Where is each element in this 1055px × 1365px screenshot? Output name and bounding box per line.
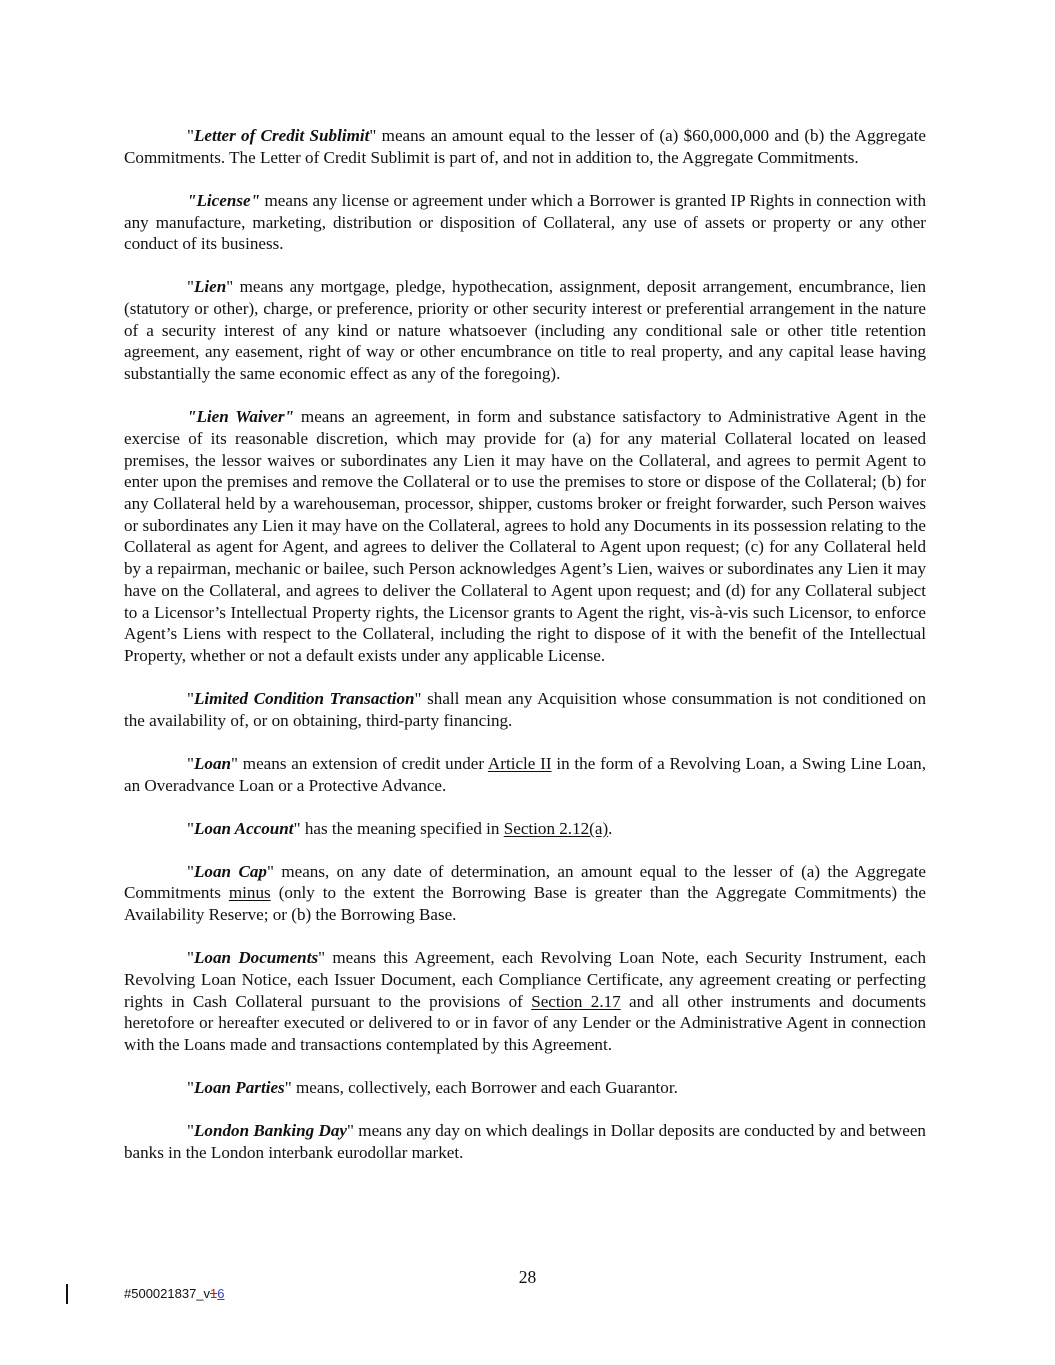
defined-term: Loan Parties: [193, 1078, 285, 1098]
defined-term: London Banking Day: [193, 1121, 347, 1141]
deleted-revision-text: 1: [210, 1286, 218, 1301]
definition-lien-waiver: [124, 406, 926, 666]
defined-term: Loan: [193, 753, 232, 773]
defined-term: Loan Account: [193, 818, 294, 838]
defined-term: "License": [187, 190, 261, 210]
definition-text: means an amount equal to the lesser of (a) $60,000,000 and (b) the Aggregate Commitments. The Letter of Credit Sublimit is part of, and not in addition to, the Aggregate Commitments.: [124, 126, 926, 167]
revision-change-bar: [66, 1284, 68, 1304]
defined-term: Loan Documents: [193, 948, 319, 968]
definition-loan: "Loan" means an extension of credit under Article II in the form of a Revolving Loan, a Swing Line Loan, an Overadvance Loan or a Protective Advance.: [124, 753, 926, 795]
definition-text: means any mortgage, pledge, hypothecation, assignment, deposit arrangement, encumbrance, lien (statutory or other), charge, or preference, priority or other security interest or preferential arrangement in the nature of a security interest of any kind or nature whatsoever (including any conditional sale or other title retention agreement, any easement, right of way or other encumbrance on title to real property, and any capital lease having substantially the same economic effect as any of the foregoing).: [124, 277, 926, 384]
inserted-revision-text: 6: [217, 1286, 225, 1301]
defined-term: Lien: [193, 277, 227, 297]
definition-license: [124, 190, 926, 255]
definition-loan-parties: "Loan Parties" means, collectively, each Borrower and each Guarantor.: [187, 1078, 678, 1098]
page-number: 28: [518, 1267, 537, 1287]
cross-reference-link[interactable]: Article II: [487, 753, 552, 773]
definition-text: means any license or agreement under which a Borrower is granted IP Rights in connection with any manufacture, marketing, distribution or disposition of Collateral, any use of assets or property or any other conduct of its business.: [124, 190, 926, 254]
definition-text: shall mean any Acquisition whose consummation is not conditioned on the availability of, or on obtaining, third-party financing.: [124, 689, 926, 730]
defined-term: Loan Cap: [193, 861, 267, 881]
underlined-word: minus: [228, 883, 271, 903]
definition-text: means an agreement, in form and substance satisfactory to Administrative Agent in the exercise of its reasonable discretion, which may provide for (a) for any material Collateral located on leased premises, the lessor waives or subordinates any Lien it may have on the Collateral, and agrees to permit Agent to enter upon the premises and remove the Collateral or to use the premises to store or dispose of the Collateral; (b) for any Collateral held by a warehouseman, processor, shipper, customs broker or freight forwarder, such Person waives or subordinates any Lien it may have on the Collateral, agrees to hold any Documents in its possession relating to the Collateral as agent for Agent, and agrees to deliver the Collateral to Agent upon request; (c) for any Collateral held by a repairman, mechanic or bailee, such Person acknowledges Agent’s Lien, waives or subordinates any Lien it may have on the Collateral, and agrees to deliver the Collateral to Agent upon request; and (d) for any Collateral subject to a Licensor’s Intellectual Property rights, the Licensor grants to Agent the right, vis-à-vis such Licensor, to enforce Agent’s Liens with respect to the Collateral, including the right to dispose of it with the benefit of the Intellectual Property, whether or not a default exists under any applicable License.: [124, 407, 926, 665]
defined-term: "Lien Waiver": [187, 407, 294, 427]
definition-text: means any day on which dealings in Dollar deposits are conducted by and between banks in the London interbank eurodollar market.: [124, 1121, 926, 1162]
document-id: #500021837_v16: [124, 1286, 225, 1301]
definition-letter-of-credit-sublimit: "Letter of Credit Sublimit" means an amount equal to the lesser of (a) $60,000,000 and (b) the Aggregate Commitments. The Letter of Credit Sublimit is part of, and not in addition to, the Aggregate Commitments.: [124, 126, 926, 167]
defined-term: Limited Condition Transaction: [193, 689, 415, 709]
definition-loan-documents: "Loan Documents" means this Agreement, each Revolving Loan Note, each Security Instrument, each Revolving Loan Notice, each Issuer Document, each Compliance Certificate, any agreement creating or perfecting rights in Cash Collateral pursuant to the provisions of Section 2.17 and all other instruments and documents heretofore or hereafter executed or delivered to or in favor of any Lender or the Administrative Agent in connection with the Loans made and transactions contemplated by this Agreement.: [124, 948, 927, 1055]
definition-london-banking-day: "London Banking Day" means any day on which dealings in Dollar deposits are conducted by and between banks in the London interbank eurodollar market.: [124, 1121, 926, 1162]
document-page: [124, 125, 926, 1185]
cross-reference-link[interactable]: Section 2.17: [531, 991, 621, 1011]
defined-term: Letter of Credit Sublimit: [193, 126, 370, 145]
definition-loan-cap: "Loan Cap" means, on any date of determination, an amount equal to the lesser of (a) the Aggregate Commitments minus (only to the extent the Borrowing Base is greater than the Aggregate Commitments) the Availability Reserve; or (b) the Borrowing Base.: [124, 861, 926, 925]
definition-text: means, collectively, each Borrower and each Guarantor.: [291, 1078, 678, 1098]
cross-reference-link[interactable]: Section 2.12(a): [503, 818, 609, 838]
definition-loan-account: "Loan Account" has the meaning specified in Section 2.12(a).: [187, 818, 613, 838]
definition-limited-condition-transaction: "Limited Condition Transaction" shall mean any Acquisition whose consummation is not conditioned on the availability of, or on obtaining, third-party financing.: [124, 689, 926, 730]
definition-lien: "Lien" means any mortgage, pledge, hypothecation, assignment, deposit arrangement, encumbrance, lien (statutory or other), charge, or preference, priority or other security interest or preferential arrangement in the nature of a security interest of any kind or nature whatsoever (including any conditional sale or other title retention agreement, any easement, right of way or other encumbrance on title to real property, and any capital lease having substantially the same economic effect as any of the foregoing).: [124, 277, 926, 384]
